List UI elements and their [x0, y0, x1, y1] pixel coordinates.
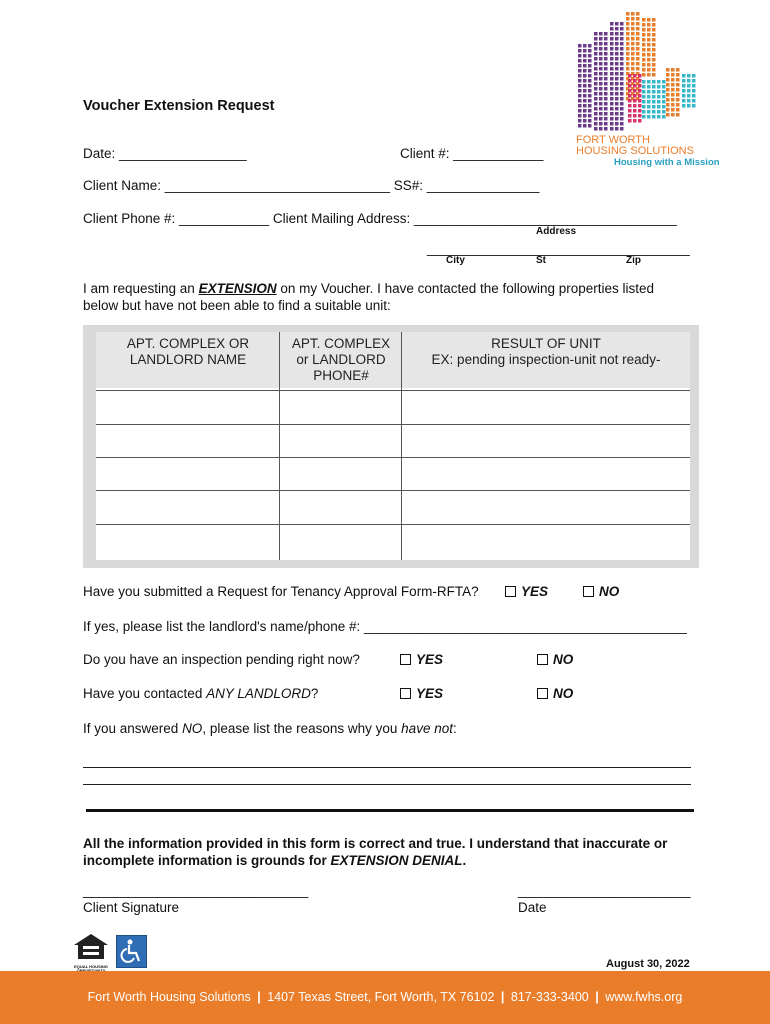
col-header-result: RESULT OF UNIT EX: pending inspection-unit not ready- [431, 336, 661, 367]
logo-name-line2: HOUSING SOLUTIONS [576, 145, 694, 157]
footer-phone[interactable]: 817-333-3400 [510, 990, 589, 1004]
buildings-logo-icon [574, 12, 704, 132]
table-row[interactable] [96, 425, 690, 456]
intro-emphasis: EXTENSION [198, 281, 277, 296]
logo-tagline: Housing with a Mission [614, 157, 720, 168]
client-phone-address-field[interactable]: Client Phone #: ____________ Client Mailing Address: ___________________________________ [83, 211, 677, 226]
revision-date: August 30, 2022 [606, 958, 690, 970]
checkbox-icon [583, 586, 594, 597]
checkbox-icon [505, 586, 516, 597]
intro-paragraph [83, 280, 654, 314]
intro-suffix: on my Voucher. I have contacted the following properties listed [276, 281, 655, 296]
table-row[interactable] [96, 491, 690, 523]
signature-date-line[interactable]: _______________________ [518, 883, 691, 898]
city-caption: City [446, 255, 465, 266]
checkbox-icon [537, 654, 548, 665]
intro-line2: below but have not been able to find a suitable unit: [83, 298, 391, 313]
reasons-question: If you answered NO, please list the reasons why you have not: [83, 721, 457, 736]
certification-text: All the information provided in this form is correct and true. I understand that inaccurate or incomplete information is grounds for EXTENSION DENIAL. [83, 836, 668, 868]
eho-text: EQUAL HOUSING [74, 964, 108, 969]
footer-text: Fort Worth Housing Solutions | 1407 Texas Street, Fort Worth, TX 76102 | 817-333-3400 | www.fwhs.org [87, 990, 683, 1004]
date-field[interactable]: Date: _________________ [83, 146, 247, 161]
state-caption: St [536, 255, 546, 266]
footer-bar [0, 971, 770, 1024]
checkbox-icon [400, 688, 411, 699]
form-title: Voucher Extension Request [83, 98, 275, 114]
client-name-ss-field[interactable]: Client Name: ______________________________ SS#: _______________ [83, 178, 540, 193]
client-signature-line[interactable]: ______________________________ [83, 883, 309, 898]
col-header-phone: APT. COMPLEX or LANDLORD PHONE# [291, 336, 391, 383]
city-state-zip-field[interactable]: ___________________________________ [427, 241, 690, 256]
footer-address: 1407 Texas Street, Fort Worth, TX 76102 [267, 990, 495, 1004]
zip-caption: Zip [626, 255, 641, 266]
col-header-landlord-name: APT. COMPLEX OR LANDLORD NAME [126, 336, 250, 367]
table-row[interactable] [96, 391, 690, 423]
contacted-question: Have you contacted ANY LANDLORD? [83, 686, 319, 701]
equal-housing-icon [72, 932, 110, 970]
contacted-no-checkbox[interactable]: NO [537, 686, 573, 701]
contacted-yes-checkbox[interactable]: YES [400, 686, 443, 701]
inspection-no-checkbox[interactable]: NO [537, 652, 573, 667]
footer-website-link[interactable]: www.fwhs.org [605, 990, 683, 1004]
table-row[interactable] [96, 525, 690, 559]
inspection-question: Do you have an inspection pending right now? [83, 652, 360, 667]
reasons-line-1[interactable] [83, 767, 691, 768]
reasons-line-2[interactable] [83, 784, 691, 785]
checkbox-icon [537, 688, 548, 699]
landlord-info-field[interactable]: If yes, please list the landlord's name/phone #: ___________________________________________ [83, 619, 687, 634]
logo-name-line1: FORT WORTH [576, 134, 650, 146]
accessibility-icon [116, 935, 147, 968]
address-caption: Address [536, 226, 577, 237]
checkbox-icon [400, 654, 411, 665]
rfta-yes-checkbox[interactable]: YES [505, 584, 548, 599]
inspection-yes-checkbox[interactable]: YES [400, 652, 443, 667]
rfta-no-checkbox[interactable]: NO [583, 584, 619, 599]
section-divider [86, 809, 694, 812]
table-row[interactable] [96, 458, 690, 489]
fwhs-logo [574, 12, 720, 172]
footer-org: Fort Worth Housing Solutions [87, 990, 251, 1004]
intro-prefix: I am requesting an [83, 281, 199, 296]
client-signature-label: Client Signature [83, 900, 180, 915]
signature-date-label: Date [518, 900, 547, 915]
rfta-question: Have you submitted a Request for Tenancy Approval Form-RFTA? [83, 584, 479, 599]
properties-table [83, 325, 699, 568]
client-number-field[interactable]: Client #: ____________ [400, 146, 544, 161]
